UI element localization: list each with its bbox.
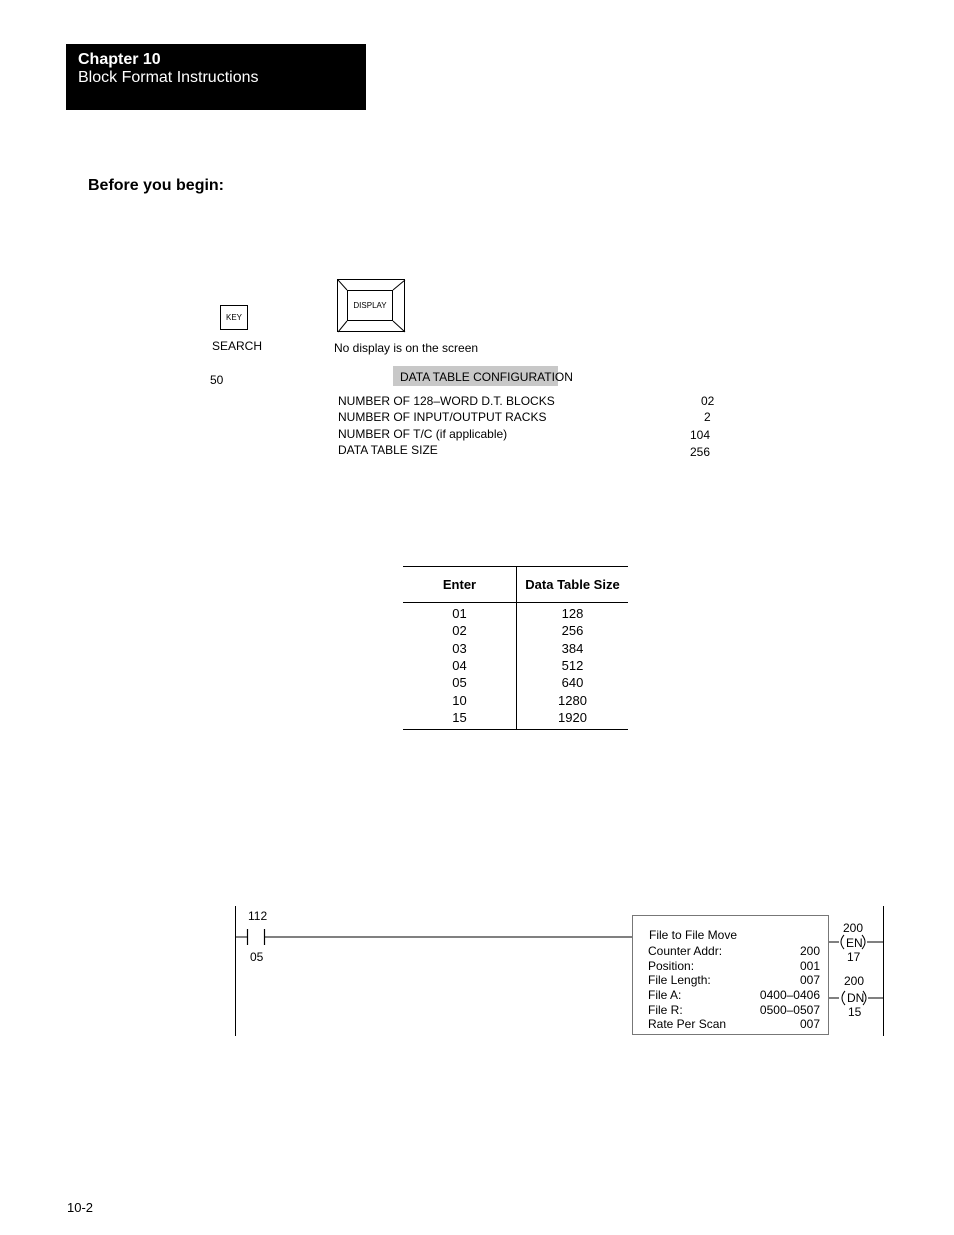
table-cell: 02 [403,622,517,639]
config-row-value: 104 [690,428,711,442]
dn-output-word: 200 [844,974,865,988]
en-coil-left [841,935,844,949]
table-header: Data Table Size [517,567,629,603]
block-row-label: File R: [648,1003,683,1017]
block-row-label: Position: [648,959,695,973]
file-to-file-move-block [632,915,829,1035]
block-row [648,944,820,959]
config-row-label: NUMBER OF INPUT/OUTPUT RACKS [338,410,547,424]
block-row-value: 0400–0406 [759,988,820,1002]
table-cell: 01 [403,603,517,623]
chapter-title: Block Format Instructions [78,69,259,86]
block-row [648,959,820,974]
config-title: DATA TABLE CONFIGURATION [400,370,573,384]
table-cell: 1280 [558,692,587,708]
block-row [648,1003,820,1018]
table-cell: 03 [403,640,517,657]
block-row-value: 001 [799,959,820,973]
section-title: Before you begin: [88,177,225,194]
block-row-label: File A: [648,988,682,1002]
dn-output-tag: DN [847,991,865,1005]
block-row-label: File Length: [648,973,711,987]
config-row-value: 02 [701,394,715,408]
config-row-label: DATA TABLE SIZE [338,443,438,457]
table-cell: 1920 [517,709,629,730]
key-label: KEY [225,313,242,322]
en-output-tag: EN [846,936,863,950]
block-row [648,973,820,988]
en-output-bit: 17 [847,950,861,964]
contact-address-word: 112 [248,909,268,923]
contact-address-bit: 05 [250,950,264,964]
table-cell: 256 [561,623,584,639]
block-row [648,988,820,1003]
table-cell: 15 [403,709,517,730]
table-header: Enter [403,567,517,603]
block-row-value: 200 [799,944,820,958]
table-cell: 512 [561,658,584,674]
chapter-number: Chapter 10 [78,51,161,68]
config-row-label: NUMBER OF 128–WORD D.T. BLOCKS [338,394,555,408]
search-value: 50 [210,373,224,387]
table-cell: 10 [403,691,517,708]
table-cell: 640 [561,675,584,691]
config-row-value: 256 [690,445,711,459]
table-cell: 128 [561,606,584,622]
search-label: SEARCH [212,339,263,353]
display-caption: No display is on the screen [334,341,479,355]
table-cell: 04 [403,657,517,674]
block-row-value: 007 [799,1017,820,1031]
en-output-word: 200 [843,921,864,935]
block-row-value: 0500–0507 [759,1003,820,1017]
block-row-value: 007 [799,973,820,987]
config-row-label: NUMBER OF T/C (if applicable) [338,427,508,441]
page-number: 10-2 [67,1200,94,1215]
block-row-label: Counter Addr: [648,944,723,958]
block-row [648,1017,820,1032]
table-cell: 384 [561,640,584,656]
block-title: File to File Move [649,928,738,942]
dn-coil-left [842,991,845,1005]
display-label: DISPLAY [353,301,387,310]
block-row-label: Rate Per Scan [648,1017,727,1031]
config-row-value: 2 [704,410,711,424]
dn-output-bit: 15 [848,1005,862,1019]
table-cell: 05 [403,674,517,691]
